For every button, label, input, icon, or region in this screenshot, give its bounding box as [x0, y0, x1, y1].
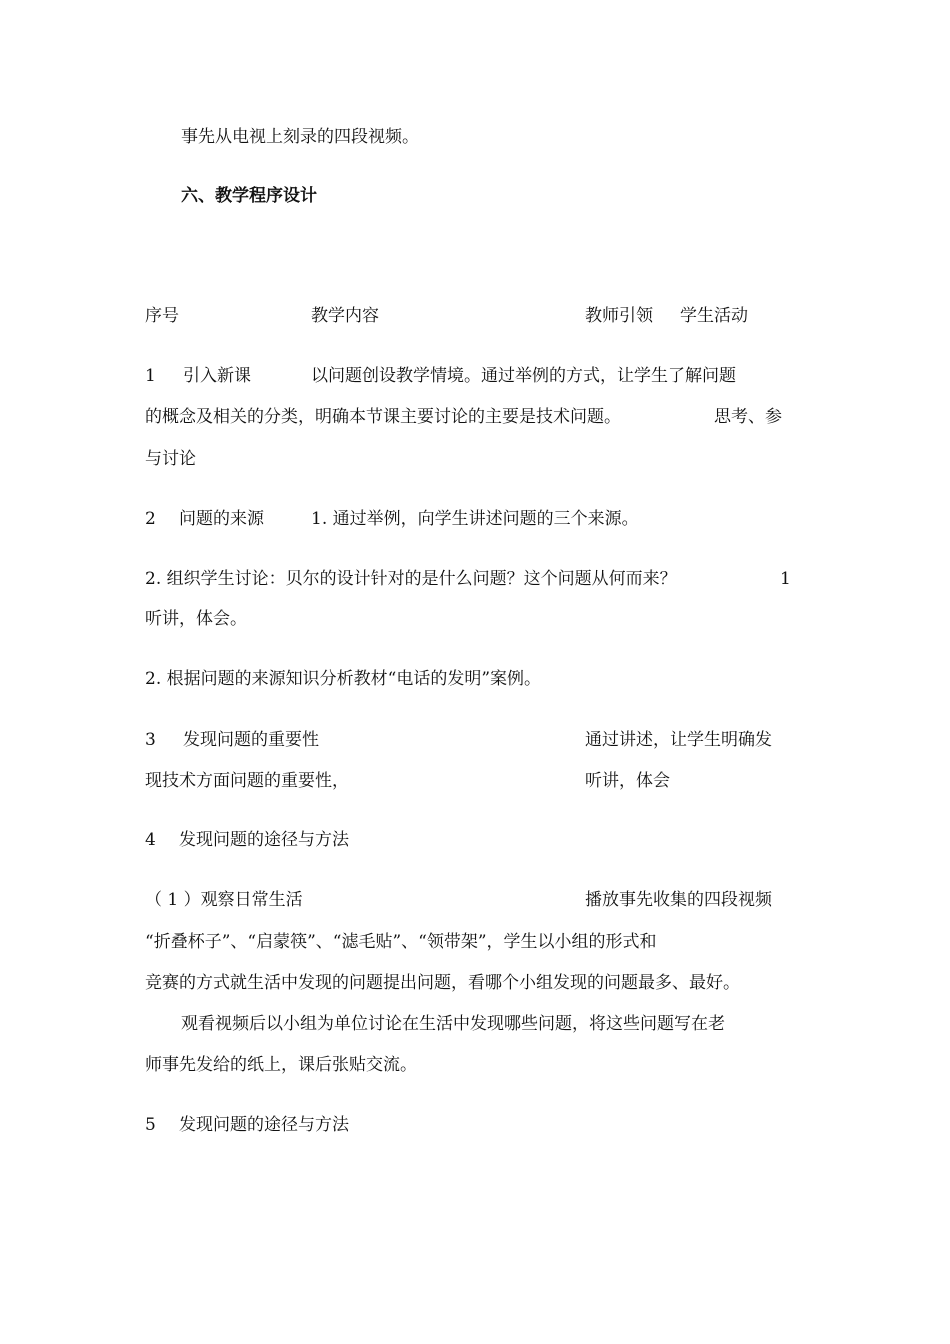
intro-line: 事先从电视上刻录的四段视频。	[181, 127, 419, 147]
row4-line-4: 观看视频后以小组为单位讨论在生活中发现哪些问题，将这些问题写在老	[181, 1014, 725, 1034]
row4-sub-title: （ 1 ）观察日常生活	[145, 890, 303, 910]
row1-no: 1	[145, 366, 156, 386]
row2-item-1: 1. 通过举例，向学生讲述问题的三个来源。	[311, 509, 639, 529]
row2-item-2-num: 1	[780, 569, 791, 589]
section-heading: 六、教学程序设计	[181, 186, 317, 206]
row4-line-5: 师事先发给的纸上，课后张贴交流。	[145, 1055, 417, 1075]
row3-teacher-1: 通过讲述，让学生明确发	[585, 730, 772, 750]
row3-no: 3	[145, 730, 156, 750]
row4-no: 4	[145, 830, 156, 850]
row5-no: 5	[145, 1115, 156, 1135]
header-content: 教学内容	[311, 306, 379, 326]
row1-activity-1: 思考、参	[714, 407, 782, 427]
row2-title: 问题的来源	[179, 509, 264, 529]
row2-item-2: 2. 组织学生讨论：贝尔的设计针对的是什么问题？这个问题从何而来？	[145, 569, 677, 589]
row4-line-3: 竞赛的方式就生活中发现的问题提出问题，看哪个小组发现的问题最多、最好。	[145, 973, 740, 993]
header-teacher: 教师引领	[585, 306, 653, 326]
header-student: 学生活动	[680, 306, 748, 326]
row5-title: 发现问题的途径与方法	[179, 1115, 349, 1135]
row1-content-1: 以问题创设教学情境。通过举例的方式，让学生了解问题	[311, 366, 736, 386]
row3-title: 发现问题的重要性	[183, 730, 319, 750]
row1-content-2: 的概念及相关的分类，明确本节课主要讨论的主要是技术问题。	[145, 407, 621, 427]
row2-item-3: 2. 根据问题的来源知识分析教材“电话的发明”案例。	[145, 669, 542, 689]
row4-teacher-1: 播放事先收集的四段视频	[585, 890, 772, 910]
row4-line-2: “折叠杯子”、“启蒙筷”、“滤毛贴”、“领带架”，学生以小组的形式和	[145, 932, 657, 952]
row3-activity: 听讲，体会	[585, 771, 670, 791]
row2-activity: 听讲，体会。	[145, 609, 247, 629]
row3-content-2: 现技术方面问题的重要性，	[145, 771, 349, 791]
row1-title: 引入新课	[183, 366, 251, 386]
header-no: 序号	[145, 306, 179, 326]
row4-title: 发现问题的途径与方法	[179, 830, 349, 850]
row1-activity-2: 与讨论	[145, 449, 196, 469]
row2-no: 2	[145, 509, 156, 529]
